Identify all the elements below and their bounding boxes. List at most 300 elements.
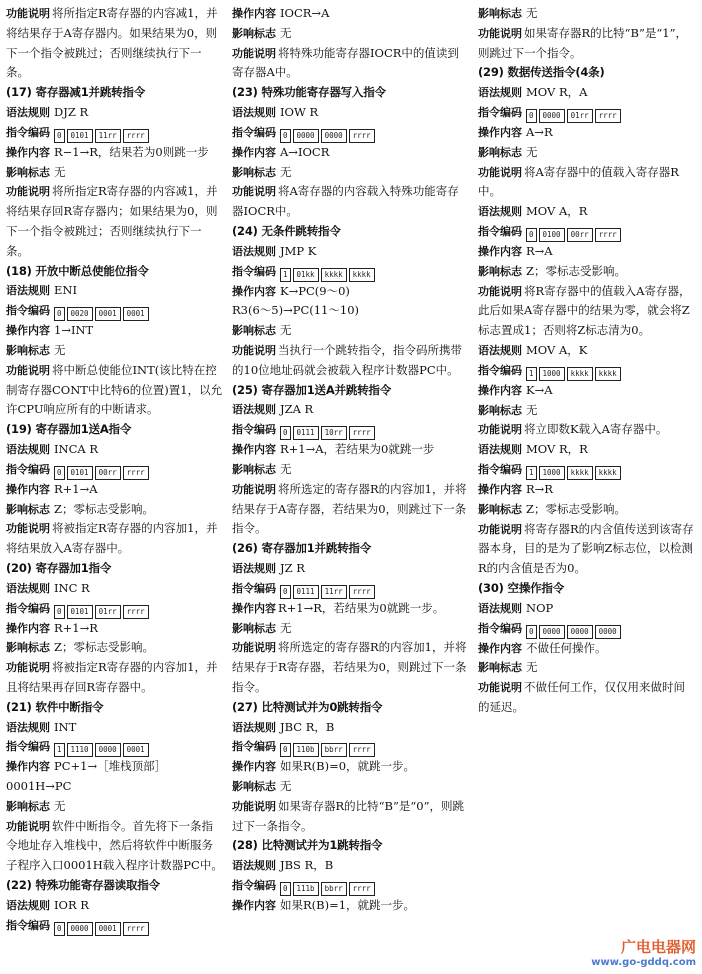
section-heading: (21) 软件中断指令 xyxy=(6,699,104,714)
field-value: A→IOCR xyxy=(280,144,330,159)
field-label: 指令编码 xyxy=(6,918,50,932)
field-value: DJZ R xyxy=(54,104,89,119)
field-row xyxy=(6,896,224,916)
opcode-row xyxy=(6,460,224,480)
field-value: JZ R xyxy=(280,560,305,575)
field-row xyxy=(232,896,468,916)
watermark-url: www.go-gddq.com xyxy=(591,957,696,968)
field-label: 指令编码 xyxy=(478,621,522,635)
field-value: 无 xyxy=(280,779,292,794)
description-text: 将所选定的寄存器R的内容加1，并将结果存于R寄存器，若结果为0，则跳过下一条指令。 xyxy=(232,640,467,694)
description-paragraph xyxy=(6,361,224,420)
field-label: 功能说明 xyxy=(478,165,522,179)
field-value: R+1→A，若结果为0就跳一步 xyxy=(280,442,435,457)
opcode-cell: rrrr xyxy=(123,605,149,619)
continuation-line: 0001H→PC xyxy=(6,779,72,794)
field-row xyxy=(232,559,468,579)
field-label: 影响标志 xyxy=(232,165,276,179)
description-paragraph xyxy=(232,797,468,837)
field-label: 功能说明 xyxy=(478,26,522,40)
field-label: 操作内容 xyxy=(6,145,50,159)
section-heading: (24) 无条件跳转指令 xyxy=(232,223,341,238)
field-value: IOCR→A xyxy=(280,6,330,20)
field-value: Z；零标志受影响。 xyxy=(54,640,154,655)
opcode-cell: 0101 xyxy=(67,129,93,143)
field-value: R→A xyxy=(526,243,553,258)
opcode-cell: 1 xyxy=(526,367,537,381)
opcode-cell: 0 xyxy=(54,605,65,619)
field-label: 语法规则 xyxy=(6,720,50,734)
field-row xyxy=(232,321,468,341)
field-label: 指令编码 xyxy=(232,125,276,139)
opcode-boxes xyxy=(280,882,375,896)
description-paragraph xyxy=(478,282,696,341)
field-label: 功能说明 xyxy=(232,799,276,813)
opcode-cell: 0 xyxy=(280,882,291,896)
opcode-cell: 11rr xyxy=(95,129,121,143)
description-paragraph xyxy=(232,480,468,539)
opcode-cell: 0 xyxy=(280,743,291,757)
field-label: 语法规则 xyxy=(6,284,50,298)
description-paragraph xyxy=(6,519,224,559)
field-row xyxy=(232,440,468,460)
field-row xyxy=(6,500,224,520)
field-label: 操作内容 xyxy=(232,7,276,20)
field-row xyxy=(478,4,696,24)
opcode-cell: 0 xyxy=(526,109,537,123)
opcode-cell: 1110 xyxy=(67,743,93,757)
opcode-cell: 0111 xyxy=(293,426,319,440)
opcode-boxes xyxy=(280,129,375,143)
field-label: 语法规则 xyxy=(232,244,276,258)
field-value: JBC R，B xyxy=(280,719,335,734)
field-value: Z；零标志受影响。 xyxy=(526,501,626,516)
opcode-row xyxy=(232,262,468,282)
field-row xyxy=(232,282,468,302)
description-text: 如果寄存器R的比特“B”是“1”，则跳过下一个指令。 xyxy=(478,25,687,60)
opcode-cell: 01rr xyxy=(95,605,121,619)
field-label: 指令编码 xyxy=(478,105,522,119)
column-2 xyxy=(232,4,468,916)
field-label: 操作内容 xyxy=(232,145,276,159)
opcode-cell: 0001 xyxy=(95,307,121,321)
description-paragraph xyxy=(232,341,468,381)
field-label: 语法规则 xyxy=(478,205,522,219)
description-paragraph xyxy=(478,520,696,579)
field-value: 无 xyxy=(526,6,538,20)
field-row xyxy=(6,281,224,301)
opcode-cell: 0101 xyxy=(67,466,93,480)
field-row xyxy=(6,480,224,500)
opcode-cell: rrrr xyxy=(349,426,375,440)
field-label: 操作内容 xyxy=(232,899,276,913)
opcode-row xyxy=(6,301,224,321)
opcode-row xyxy=(232,123,468,143)
field-label: 指令编码 xyxy=(232,264,276,278)
opcode-cell: 0000 xyxy=(539,109,565,123)
field-value: NOP xyxy=(526,600,554,615)
field-label: 影响标志 xyxy=(232,26,276,40)
field-row xyxy=(478,143,696,163)
opcode-row xyxy=(6,599,224,619)
watermark xyxy=(591,936,696,968)
field-value: R+1→R xyxy=(54,620,98,635)
field-row xyxy=(478,401,696,421)
field-value: 如果R(B)=0，就跳一步。 xyxy=(280,759,416,774)
field-value: R→R xyxy=(526,481,553,496)
field-label: 语法规则 xyxy=(232,561,276,575)
opcode-cell: kkkk xyxy=(567,367,593,381)
field-label: 影响标志 xyxy=(478,7,522,20)
opcode-boxes xyxy=(54,307,149,321)
opcode-cell: rrrr xyxy=(595,109,621,123)
field-value: K→PC(9～0) xyxy=(280,283,350,298)
field-value: 无 xyxy=(526,660,538,675)
field-label: 功能说明 xyxy=(478,423,522,437)
continuation-line: R3(6～5)→PC(11～10) xyxy=(232,303,359,318)
description-text: 当执行一个跳转指令，指令码所携带的10位地址码就会被载入程序计数器PC中。 xyxy=(232,342,462,377)
opcode-cell: rrrr xyxy=(349,743,375,757)
field-row xyxy=(478,658,696,678)
field-label: 操作内容 xyxy=(232,443,276,457)
field-label: 操作内容 xyxy=(6,760,50,774)
field-row xyxy=(232,460,468,480)
field-row xyxy=(6,797,224,817)
field-label: 指令编码 xyxy=(478,224,522,238)
opcode-cell: 0 xyxy=(280,129,291,143)
field-label: 操作内容 xyxy=(478,125,522,139)
field-value: 1→INT xyxy=(54,323,94,338)
opcode-boxes xyxy=(526,466,621,480)
field-row xyxy=(232,400,468,420)
opcode-cell: 0000 xyxy=(567,625,593,639)
field-row xyxy=(6,638,224,658)
field-row xyxy=(232,163,468,183)
opcode-row xyxy=(478,103,696,123)
opcode-cell: 00rr xyxy=(567,228,593,242)
field-label: 功能说明 xyxy=(232,46,276,60)
description-paragraph xyxy=(232,599,468,619)
field-label: 影响标志 xyxy=(232,462,276,476)
section-heading: (25) 寄存器加1送A并跳转指令 xyxy=(232,382,392,397)
field-label: 语法规则 xyxy=(232,859,276,873)
section-heading: (28) 比特测试并为1跳转指令 xyxy=(232,838,383,853)
field-value: JZA R xyxy=(280,402,314,417)
opcode-row xyxy=(6,123,224,143)
opcode-cell: 10rr xyxy=(321,426,347,440)
description-paragraph xyxy=(478,678,696,718)
opcode-cell: 00rr xyxy=(95,466,121,480)
opcode-cell: rrrr xyxy=(595,228,621,242)
section-heading: (29) 数据传送指令(4条) xyxy=(478,65,605,80)
field-value: IOW R xyxy=(280,104,319,119)
description-text: 将寄存器R的内含值传送到该寄存器本身，目的是为了影响Z标志位，以检测R的内含值是否为0。 xyxy=(478,521,694,576)
field-value: 无 xyxy=(280,25,292,40)
opcode-row xyxy=(478,361,696,381)
opcode-row xyxy=(232,579,468,599)
opcode-boxes xyxy=(526,625,621,639)
field-row xyxy=(232,777,468,797)
opcode-cell: rrrr xyxy=(123,922,149,936)
field-label: 影响标志 xyxy=(232,780,276,794)
field-label: 影响标志 xyxy=(478,264,522,278)
description-text: 将特殊功能寄存器IOCR中的值读到寄存器A中。 xyxy=(232,45,459,80)
field-row xyxy=(478,381,696,401)
field-label: 功能说明 xyxy=(232,482,276,496)
field-row xyxy=(478,480,696,500)
field-label: 指令编码 xyxy=(6,601,50,615)
field-value: ENI xyxy=(54,283,77,298)
description-paragraph xyxy=(232,638,468,697)
opcode-cell: rrrr xyxy=(123,129,149,143)
field-label: 功能说明 xyxy=(478,522,522,536)
field-row xyxy=(6,163,224,183)
opcode-boxes xyxy=(54,743,149,757)
field-label: 语法规则 xyxy=(6,442,50,456)
field-label: 语法规则 xyxy=(478,86,522,100)
field-label: 指令编码 xyxy=(478,363,522,377)
field-label: 指令编码 xyxy=(232,879,276,893)
field-row xyxy=(232,619,468,639)
opcode-cell: 0 xyxy=(54,129,65,143)
field-label: 功能说明 xyxy=(232,641,276,655)
field-value: INC R xyxy=(54,580,90,595)
field-value: INCA R xyxy=(54,441,99,456)
field-label: 功能说明 xyxy=(6,7,50,20)
opcode-cell: kkkk xyxy=(595,367,621,381)
description-paragraph xyxy=(6,4,224,83)
field-row xyxy=(478,83,696,103)
opcode-boxes xyxy=(54,922,149,936)
description-text: 软件中断指令。首先将下一条指令地址存入堆栈中，然后将软件中断服务子程序入口0001H载入程序计数器PC中。 xyxy=(6,818,223,873)
field-row xyxy=(232,242,468,262)
opcode-cell: 01kk xyxy=(293,268,319,282)
column-3 xyxy=(478,4,696,718)
section-heading: (19) 寄存器加1送A指令 xyxy=(6,422,132,437)
field-label: 指令编码 xyxy=(6,125,50,139)
field-row xyxy=(478,500,696,520)
field-row xyxy=(232,143,468,163)
field-label: 操作内容 xyxy=(478,244,522,258)
opcode-cell: 1000 xyxy=(539,466,565,480)
field-label: 影响标志 xyxy=(6,343,50,357)
opcode-cell: 1000 xyxy=(539,367,565,381)
description-paragraph xyxy=(232,44,468,84)
field-row xyxy=(232,103,468,123)
field-label: 操作内容 xyxy=(478,482,522,496)
field-label: 影响标志 xyxy=(478,403,522,417)
field-value: IOR R xyxy=(54,897,89,912)
opcode-cell: rrrr xyxy=(349,585,375,599)
field-row xyxy=(478,202,696,222)
opcode-row xyxy=(232,737,468,757)
opcode-cell: 11rr xyxy=(321,585,347,599)
field-label: 指令编码 xyxy=(232,423,276,437)
field-row xyxy=(6,143,224,163)
description-paragraph xyxy=(232,182,468,222)
opcode-row xyxy=(6,916,224,936)
field-value: PC+1→［堆栈顶部］ xyxy=(54,759,167,774)
field-row xyxy=(6,440,224,460)
opcode-boxes xyxy=(54,466,149,480)
description-paragraph xyxy=(478,24,696,64)
field-label: 操作内容 xyxy=(6,482,50,496)
description-paragraph xyxy=(478,163,696,203)
opcode-cell: kkkk xyxy=(567,466,593,480)
opcode-cell: 1 xyxy=(280,268,291,282)
field-row xyxy=(478,262,696,282)
field-label: 影响标志 xyxy=(478,661,522,675)
opcode-cell: 0101 xyxy=(67,605,93,619)
field-label: 功能说明 xyxy=(478,284,522,298)
field-value: R+1→A xyxy=(54,481,98,496)
field-label: 指令编码 xyxy=(6,740,50,754)
field-label: 指令编码 xyxy=(6,462,50,476)
field-label: 影响标志 xyxy=(232,621,276,635)
field-label: 语法规则 xyxy=(6,105,50,119)
opcode-cell: rrrr xyxy=(349,129,375,143)
opcode-row xyxy=(6,737,224,757)
field-value: JMP K xyxy=(280,243,317,258)
field-row xyxy=(478,639,696,659)
description-text: 将所指定R寄存器的内容减1，并将结果存于A寄存器内。如果结果为0，则下一个指令被跳过；否则继续执行下一条。 xyxy=(6,6,218,80)
description-text: R+1→R，若结果为0就跳一步。 xyxy=(278,600,445,615)
field-label: 语法规则 xyxy=(478,343,522,357)
opcode-cell: 0 xyxy=(54,922,65,936)
description-text: 将被指定R寄存器的内容加1，并且将结果再存回R寄存器中。 xyxy=(6,660,218,694)
section-heading: (23) 特殊功能寄存器写入指令 xyxy=(232,85,386,100)
field-label: 功能说明 xyxy=(6,522,50,536)
field-value: MOV A，K xyxy=(526,342,588,357)
opcode-cell: rrrr xyxy=(123,466,149,480)
opcode-cell: 0 xyxy=(54,466,65,480)
field-row xyxy=(6,757,224,777)
section-heading: (22) 特殊功能寄存器读取指令 xyxy=(6,878,160,893)
field-row xyxy=(6,321,224,341)
field-value: MOV A，R xyxy=(526,204,588,219)
field-row xyxy=(478,341,696,361)
field-label: 操作内容 xyxy=(232,284,276,298)
description-paragraph xyxy=(6,658,224,698)
opcode-boxes xyxy=(54,129,149,143)
field-label: 指令编码 xyxy=(232,581,276,595)
field-label: 操作内容 xyxy=(6,324,50,338)
field-value: MOV R，A xyxy=(526,85,588,100)
field-row xyxy=(478,440,696,460)
opcode-cell: 0001 xyxy=(123,307,149,321)
field-label: 操作内容 xyxy=(478,641,522,655)
field-label: 语法规则 xyxy=(232,720,276,734)
field-label: 语法规则 xyxy=(232,403,276,417)
field-value: JBS R，B xyxy=(280,858,334,873)
opcode-boxes xyxy=(280,268,375,282)
opcode-boxes xyxy=(526,109,621,123)
opcode-cell: 0 xyxy=(526,228,537,242)
field-label: 功能说明 xyxy=(232,343,276,357)
field-label: 语法规则 xyxy=(6,581,50,595)
field-label: 指令编码 xyxy=(6,304,50,318)
opcode-row xyxy=(478,619,696,639)
field-row xyxy=(6,341,224,361)
field-label: 指令编码 xyxy=(232,740,276,754)
field-row xyxy=(232,718,468,738)
field-label: 功能说明 xyxy=(6,363,50,377)
section-heading: (17) 寄存器减1并跳转指令 xyxy=(6,85,146,100)
watermark-name: 广电电器网 xyxy=(620,938,696,956)
field-label: 操作内容 xyxy=(478,383,522,397)
description-text: 将A寄存器的内容载入特殊功能寄存器IOCR中。 xyxy=(232,184,459,219)
field-value: R−1→R，结果若为0则跳一步 xyxy=(54,144,209,159)
opcode-cell: kkkk xyxy=(595,466,621,480)
opcode-cell: 0111 xyxy=(293,585,319,599)
opcode-cell: 1 xyxy=(54,743,65,757)
description-text: 将所指定R寄存器的内容减1，并将结果存回R寄存器内；如果结果为0，则下一个指令被跳过；否则继续执行下一条。 xyxy=(6,184,218,258)
opcode-row xyxy=(478,460,696,480)
opcode-cell: 0 xyxy=(280,585,291,599)
field-value: 无 xyxy=(280,620,292,635)
field-value: 无 xyxy=(526,402,538,417)
field-value: 如果R(B)=1，就跳一步。 xyxy=(280,898,416,913)
field-label: 影响标志 xyxy=(478,145,522,159)
opcode-cell: 0000 xyxy=(539,625,565,639)
field-value: 无 xyxy=(280,461,292,476)
opcode-cell: bbrr xyxy=(321,882,347,896)
field-row xyxy=(232,4,468,24)
opcode-cell: 0000 xyxy=(321,129,347,143)
field-row xyxy=(6,619,224,639)
field-label: 语法规则 xyxy=(6,898,50,912)
field-label: 功能说明 xyxy=(6,661,50,675)
opcode-boxes xyxy=(526,228,621,242)
opcode-cell: 0 xyxy=(280,426,291,440)
description-text: 将被指定R寄存器的内容加1，并将结果放入A寄存器中。 xyxy=(6,521,218,556)
field-label: 功能说明 xyxy=(232,185,276,199)
section-heading: (26) 寄存器加1并跳转指令 xyxy=(232,541,372,556)
description-text: 如果寄存器R的比特“B”是“0”，则跳过下一条指令。 xyxy=(232,798,464,833)
field-row xyxy=(478,123,696,143)
opcode-cell: kkkk xyxy=(349,268,375,282)
opcode-cell: 110b xyxy=(293,743,319,757)
field-row xyxy=(232,24,468,44)
field-label: 指令编码 xyxy=(478,462,522,476)
field-label: 功能说明 xyxy=(6,185,50,199)
field-label: 语法规则 xyxy=(478,601,522,615)
field-label: 影响标志 xyxy=(232,324,276,338)
field-value: 无 xyxy=(54,164,66,179)
field-label: 操作内容 xyxy=(232,601,276,615)
field-label: 功能说明 xyxy=(6,819,50,833)
field-row xyxy=(232,856,468,876)
field-value: INT xyxy=(54,719,77,734)
opcode-cell: 0100 xyxy=(539,228,565,242)
field-label: 影响标志 xyxy=(6,799,50,813)
description-text: 将A寄存器中的值载入寄存器R中。 xyxy=(478,164,679,199)
opcode-row xyxy=(232,876,468,896)
opcode-boxes xyxy=(280,743,375,757)
opcode-cell: 0 xyxy=(54,307,65,321)
field-value: Z；零标志受影响。 xyxy=(54,501,154,516)
field-label: 影响标志 xyxy=(6,641,50,655)
opcode-cell: 01rr xyxy=(567,109,593,123)
field-label: 影响标志 xyxy=(6,502,50,516)
field-value: MOV R，R xyxy=(526,442,588,457)
opcode-boxes xyxy=(280,585,375,599)
opcode-cell: 0 xyxy=(526,625,537,639)
field-label: 影响标志 xyxy=(478,502,522,516)
opcode-cell: 0000 xyxy=(67,922,93,936)
opcode-cell: 0000 xyxy=(595,625,621,639)
description-text: 将中断总使能位INT(该比特在控制寄存器CONT中比特6的位置)置1，以允许CPU响应所有的中断请求。 xyxy=(6,362,223,417)
